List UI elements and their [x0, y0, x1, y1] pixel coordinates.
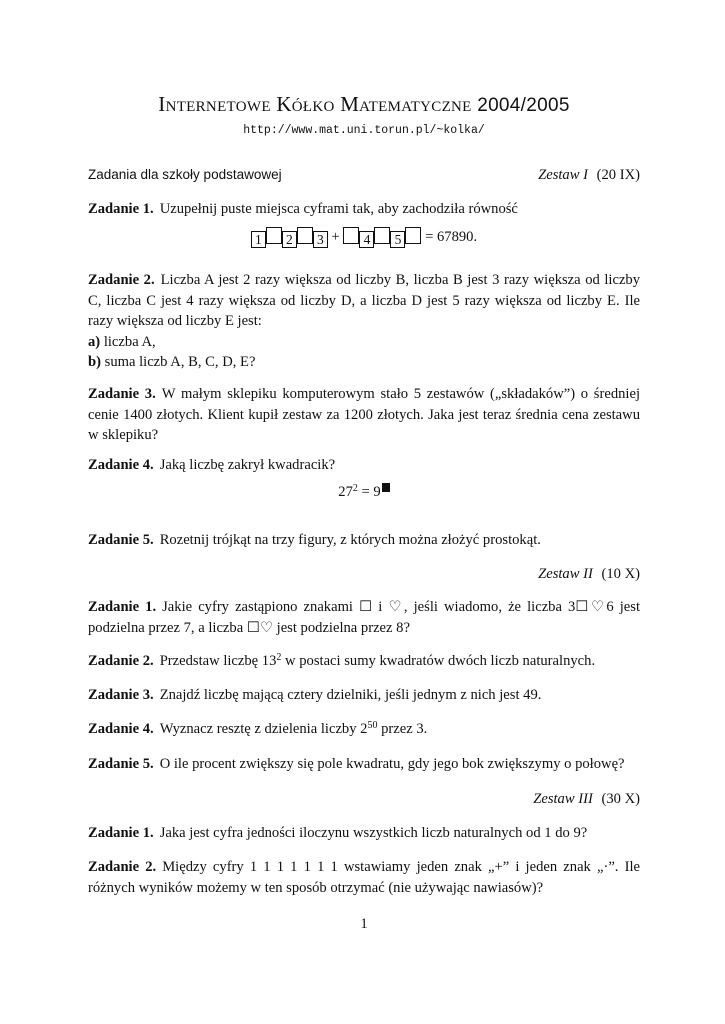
black-square-icon — [382, 483, 390, 492]
empty-box — [343, 227, 359, 244]
task-label: Zadanie 2. — [88, 272, 155, 288]
task-text: Między cyfry 1 1 1 1 1 1 1 wstawiamy jeden znak „+” i jeden znak „·”. Ile różnych wyników możemy w ten sposób otrzymać (nie używając nawiasów)? — [88, 859, 640, 896]
subtask-label-b: b) — [88, 354, 101, 370]
task-label: Zadanie 3. — [88, 386, 156, 402]
set-header-3 — [88, 789, 640, 809]
task-text: O ile procent zwiększy się pole kwadratu, gdy jego bok zwiększymy o połowę? — [159, 756, 625, 772]
equation-result: = 67890. — [425, 229, 478, 245]
set-label-1 — [538, 165, 640, 186]
square-equation — [88, 482, 640, 503]
empty-box — [374, 227, 390, 244]
set2-task4 — [88, 719, 640, 740]
task-text: Jaka jest cyfra jedności iloczynu wszystkich liczb naturalnych od 1 do 9? — [159, 825, 588, 841]
school-level: Zadania dla szkoły podstawowej — [88, 167, 282, 182]
digit-box: 2 — [282, 231, 297, 248]
task-text: Rozetnij trójkąt na trzy figury, z których można złożyć prostokąt. — [159, 532, 541, 548]
task-label: Zadanie 1. — [88, 825, 154, 841]
equation-rhs: = 9 — [361, 484, 381, 500]
task-label: Zadanie 5. — [88, 756, 154, 772]
set2-task2 — [88, 651, 640, 672]
task-text: Uzupełnij puste miejsca cyframi tak, aby zachodziła równość — [159, 201, 518, 217]
exponent: 50 — [367, 720, 378, 731]
digit-boxes-equation — [88, 227, 640, 248]
title-year: 2004/2005 — [477, 95, 570, 116]
set-date: (10 X) — [601, 566, 640, 582]
title-main: Internetowe Kółko Matematyczne — [158, 92, 472, 116]
digit-box: 1 — [251, 231, 266, 248]
set1-task2 — [88, 270, 640, 373]
set-header-1 — [88, 165, 640, 185]
digit-box: 3 — [313, 231, 328, 248]
set-date: (20 IX) — [596, 167, 640, 183]
set-name: Zestaw I — [538, 167, 588, 183]
set2-task5 — [88, 754, 640, 775]
task-text: Jaką liczbę zakrył kwadracik? — [159, 457, 336, 473]
set1-task3 — [88, 384, 640, 446]
empty-box — [405, 227, 421, 244]
set-label-2 — [538, 564, 640, 585]
set2-task3 — [88, 685, 640, 706]
task-text: Jakie cyfry zastąpiono znakami ☐ i ♡, jeśli wiadomo, że liczba 3☐♡6 jest podzielna przez 7, a liczba ☐♡ jest podzielna przez 8? — [88, 599, 640, 636]
digit-box: 4 — [359, 231, 374, 248]
task-label: Zadanie 3. — [88, 687, 154, 703]
task-text-a: Przedstaw liczbę 13 — [159, 653, 277, 669]
task-label: Zadanie 2. — [88, 653, 154, 669]
subtask-text-a: liczba A, — [103, 333, 156, 350]
task-text: W małym sklepiku komputerowym stało 5 zestawów („składaków”) o średniej cenie 1400 złotych. Klient kupił zestaw za 1200 złotych. Jaka jest teraz średnia cena zestawu w sklepiku? — [88, 386, 641, 443]
set3-task2 — [88, 857, 640, 898]
exponent: 2 — [276, 652, 282, 663]
task-label: Zadanie 2. — [88, 859, 157, 875]
set-header-2 — [88, 564, 640, 584]
set-name: Zestaw III — [533, 791, 593, 807]
task-label: Zadanie 1. — [88, 201, 154, 217]
task-label: Zadanie 4. — [88, 457, 154, 473]
task-label: Zadanie 5. — [88, 532, 154, 548]
website-url: http://www.mat.uni.torun.pl/~kolka/ — [243, 124, 485, 137]
set1-task5 — [88, 530, 640, 551]
task-text: Liczba A jest 2 razy większa od liczby B, liczba B jest 3 razy większa od liczby C, liczba C jest 4 razy większa od liczby D, a liczba D jest 5 razy większa od liczby E. Ile razy większa od liczby E jest: — [88, 272, 641, 329]
task-label: Zadanie 4. — [88, 721, 154, 737]
page-number: 1 — [360, 916, 368, 932]
set-date: (30 X) — [601, 791, 640, 807]
set2-task1 — [88, 597, 640, 638]
set-name: Zestaw II — [538, 566, 593, 582]
equation-exponent: 2 — [352, 483, 358, 494]
plus-sign: + — [331, 229, 340, 245]
task-text-a: Wyznacz resztę z dzielenia liczby 2 — [159, 721, 368, 737]
set-label-3 — [533, 789, 640, 810]
document-title — [88, 94, 640, 117]
digit-box: 5 — [390, 231, 405, 248]
set1-task4 — [88, 455, 640, 476]
task-label: Zadanie 1. — [88, 599, 157, 615]
empty-box — [266, 227, 282, 244]
task-text-b: w postaci sumy kwadratów dwóch liczb naturalnych. — [281, 653, 596, 669]
task-text: Znajdź liczbę mającą cztery dzielniki, jeśli jednym z nich jest 49. — [159, 687, 542, 703]
task-text-b: przez 3. — [377, 721, 428, 737]
subtask-text-b: suma liczb A, B, C, D, E? — [104, 354, 256, 370]
equation-base: 27 — [338, 484, 353, 500]
set1-task1 — [88, 199, 640, 220]
empty-box — [297, 227, 313, 244]
set3-task1 — [88, 823, 640, 844]
subtask-label-a: a) — [88, 333, 101, 350]
